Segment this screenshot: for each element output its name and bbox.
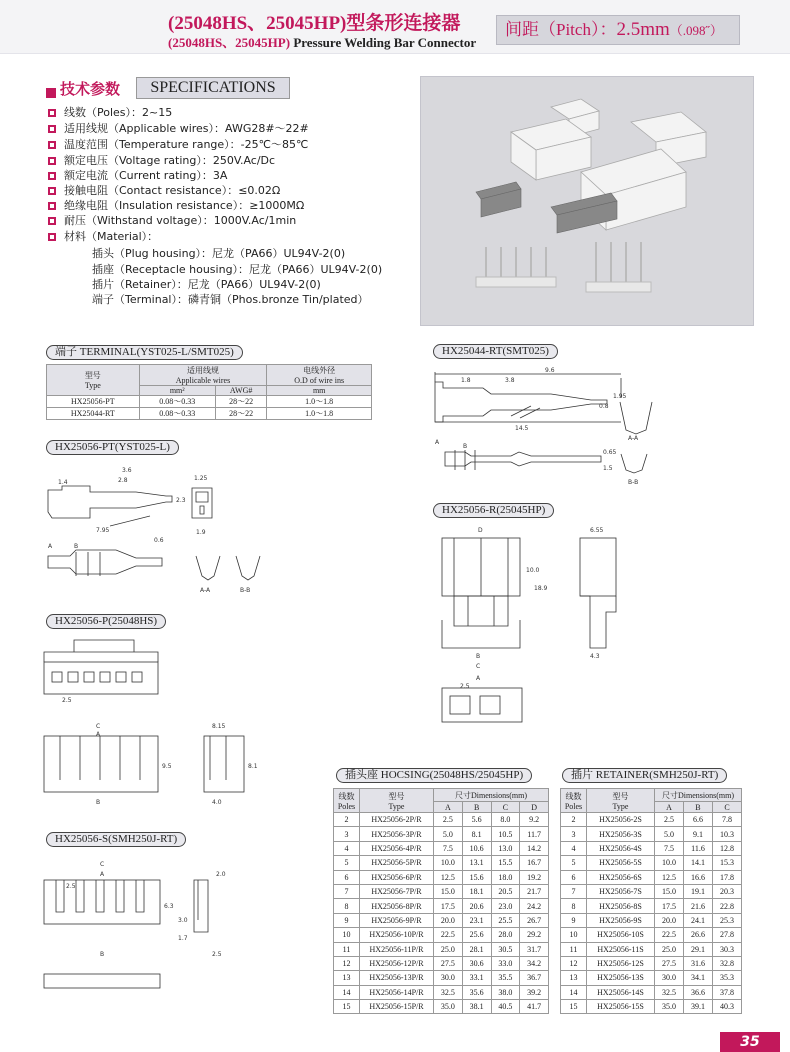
table-row xyxy=(334,985,549,999)
dim-label: B xyxy=(74,543,79,550)
dim-label: 1.8 xyxy=(461,377,471,384)
spec-item: 材料（Material）： xyxy=(48,228,158,244)
table-cell: 32.8 xyxy=(712,956,741,970)
table-row xyxy=(334,813,549,827)
table-cell: 13 xyxy=(561,971,587,985)
dim-label: B-B xyxy=(240,587,251,594)
table-row xyxy=(561,928,742,942)
table-row xyxy=(561,913,742,927)
table-cell: 24.2 xyxy=(520,899,549,913)
table-cell: 10.6 xyxy=(462,841,491,855)
spec-item: 温度范围（Temperature range）：-25℃～85℃ xyxy=(48,136,308,152)
table-row xyxy=(334,956,549,970)
table-cell: 11.6 xyxy=(683,841,712,855)
table-row xyxy=(334,870,549,884)
table-cell: 21.7 xyxy=(520,884,549,898)
table-cell: 15.0 xyxy=(655,884,684,898)
table-cell: 15.0 xyxy=(434,884,463,898)
table-cell: HX25056-15S xyxy=(587,1000,655,1014)
table-row xyxy=(561,856,742,870)
retainer-table-body xyxy=(561,813,742,1014)
table-cell: 18.0 xyxy=(491,870,520,884)
dim-label: 10.0 xyxy=(526,567,540,574)
table-cell: 16.7 xyxy=(520,856,549,870)
housing-table: 线数 Poles 型号 Type 尺寸Dimensions(mm) A B C D 2 HX25056-2P/R 2.5 5.6 8.0 9.2 3 HX25056-3P/R 5.0 8.1 10.5 11.7 4 HX25056-4P/R 7.5 10.6 13.0 14.2 5 HX25056-5P/R 10.0 13.1 15.5 16.7 6 HX25056-6P/R 12.5 15.6 18.0 19.2 7 HX25056-7P/R 15.0 18.1 20.5 21.7 8 HX25056-8P/R 17.5 20.6 23.0 24.2 9 HX25056-9P/R 20.0 23.1 25.5 26.7 10 HX25056-10P/R 22.5 25.6 28.0 29.2 11 HX25056-11P/R 25.0 28.1 30.5 31.7 12 HX25056-12P/R 27.5 30.6 33.0 34.2 13 HX25056-13P/R 30.0 33.1 35.5 36.7 14 HX25056-14P/R 32.5 35.6 38.0 39.2 15 HX25056-15P/R 35.0 38.1 40.5 41.7 xyxy=(333,788,549,1014)
dim-label: 8.15 xyxy=(212,723,226,730)
table-row xyxy=(334,856,549,870)
table-cell: HX25056-3S xyxy=(587,827,655,841)
table-cell: 27.5 xyxy=(655,956,684,970)
dim-label: 2.5 xyxy=(62,697,72,704)
table-cell: 35.5 xyxy=(491,971,520,985)
dim-label: 18.9 xyxy=(534,585,548,592)
material-item: 端子（Terminal）：磷青铜（Phos.bronze Tin/plated） xyxy=(92,293,369,306)
table-cell: 9.2 xyxy=(520,813,549,827)
table-cell: HX25056-13P/R xyxy=(360,971,434,985)
table-cell: 19.2 xyxy=(520,870,549,884)
table-cell: HX25056-15P/R xyxy=(360,1000,434,1014)
housing-section-title: 插头座 HOCSING(25048HS/25045HP) xyxy=(336,768,532,783)
table-cell: 3 xyxy=(334,827,360,841)
table-cell: 11.7 xyxy=(520,827,549,841)
dim-label: 2.5 xyxy=(66,883,76,890)
table-cell: HX25056-11P/R xyxy=(360,942,434,956)
table-cell: 13.0 xyxy=(491,841,520,855)
table-cell: 27.8 xyxy=(712,928,741,942)
rt-section-title: HX25044-RT(SMT025) xyxy=(433,344,558,359)
table-cell: 28.1 xyxy=(462,942,491,956)
dim-label: 1.95 xyxy=(613,393,627,400)
bullet-icon xyxy=(48,125,56,133)
table-cell: HX25056-14P/R xyxy=(360,985,434,999)
table-cell: 39.2 xyxy=(520,985,549,999)
table-cell: 13 xyxy=(334,971,360,985)
table-cell: 22.5 xyxy=(434,928,463,942)
s-drawing xyxy=(40,852,280,1002)
table-cell: 6.6 xyxy=(683,813,712,827)
dim-label: 3.8 xyxy=(505,377,515,384)
table-cell: 12.8 xyxy=(712,841,741,855)
table-cell: 33.1 xyxy=(462,971,491,985)
table-cell: 23.1 xyxy=(462,913,491,927)
dim-label: 2.0 xyxy=(216,871,226,878)
table-cell: 32.5 xyxy=(655,985,684,999)
spec-item: 线数（Poles）：2~15 xyxy=(48,104,172,120)
table-row xyxy=(334,841,549,855)
dim-label: 6.55 xyxy=(590,527,604,534)
dim-label: D xyxy=(478,527,483,534)
table-cell: 9.1 xyxy=(683,827,712,841)
table-cell: 25.5 xyxy=(491,913,520,927)
table-cell: 14 xyxy=(334,985,360,999)
table-cell: 20.0 xyxy=(434,913,463,927)
table-cell: 31.7 xyxy=(520,942,549,956)
table-cell: HX25056-13S xyxy=(587,971,655,985)
table-cell: HX25056-11S xyxy=(587,942,655,956)
table-cell: HX25056-7P/R xyxy=(360,884,434,898)
table-row xyxy=(334,942,549,956)
table-cell: 5.0 xyxy=(434,827,463,841)
table-row xyxy=(561,899,742,913)
table-cell: 5.6 xyxy=(462,813,491,827)
dim-label: B xyxy=(100,951,105,958)
table-cell: 37.8 xyxy=(712,985,741,999)
table-row xyxy=(561,827,742,841)
table-cell: 4 xyxy=(561,841,587,855)
table-cell: 24.1 xyxy=(683,913,712,927)
spec-item: 额定电压（Voltage rating）：250V.Ac/Dc xyxy=(48,152,275,168)
table-cell: 35.6 xyxy=(462,985,491,999)
table-row xyxy=(561,985,742,999)
table-cell: 8.1 xyxy=(462,827,491,841)
dim-label: C xyxy=(476,663,481,670)
pitch-box xyxy=(496,15,740,45)
table-cell: HX25056-3P/R xyxy=(360,827,434,841)
table-cell: 12.5 xyxy=(655,870,684,884)
table-cell: 15.3 xyxy=(712,856,741,870)
s-section-title: HX25056-S(SMH250J-RT) xyxy=(46,832,186,847)
table-cell: 21.6 xyxy=(683,899,712,913)
p-drawing xyxy=(40,632,280,812)
dim-label: 2.5 xyxy=(212,951,222,958)
spec-heading-cn: 技术参数 xyxy=(60,80,121,98)
product-illustration xyxy=(421,77,755,327)
table-cell: 17.8 xyxy=(712,870,741,884)
dim-label: 2.5 xyxy=(460,683,470,690)
table-cell: 25.0 xyxy=(655,942,684,956)
spec-item: 额定电流（Current rating）：3A xyxy=(48,167,227,183)
material-item: 插座（Receptacle housing）：尼龙（PA66）UL94V-2(0) xyxy=(92,263,383,276)
dim-label: A xyxy=(96,731,101,738)
table-cell: 38.0 xyxy=(491,985,520,999)
table-cell: 29.2 xyxy=(520,928,549,942)
table-cell: 6 xyxy=(334,870,360,884)
bullet-icon xyxy=(48,187,56,195)
page-number: 35 xyxy=(720,1032,780,1052)
dim-label: 9.6 xyxy=(545,367,555,374)
spec-item: 绝缘电阻（Insulation resistance）：≥1000MΩ xyxy=(48,197,304,213)
table-cell: 26.7 xyxy=(520,913,549,927)
terminal-table: 型号 Type 适用线规 Applicable wires 电线外径 O.D of wire ins mm² AWG# mm HX25056-PT 0.08～0.33 28～22 1.0～1.8 HX25044-RT 0.08～0.33 28～22 1.0～1.8 xyxy=(46,364,372,420)
bullet-icon xyxy=(48,109,56,117)
table-cell: 15.5 xyxy=(491,856,520,870)
rt-drawing xyxy=(425,362,665,497)
retainer-section-title: 插片 RETAINER(SMH250J-RT) xyxy=(562,768,727,783)
table-cell: HX25056-8S xyxy=(587,899,655,913)
table-cell: 12 xyxy=(334,956,360,970)
pitch-inch: （.098˝） xyxy=(669,23,723,38)
table-cell: HX25056-8P/R xyxy=(360,899,434,913)
table-cell: 2.5 xyxy=(655,813,684,827)
table-cell: HX25056-4P/R xyxy=(360,841,434,855)
table-cell: 22.5 xyxy=(655,928,684,942)
table-cell: 7 xyxy=(334,884,360,898)
dim-label: 9.5 xyxy=(162,763,172,770)
table-cell: HX25056-2P/R xyxy=(360,813,434,827)
dim-label: 4.0 xyxy=(212,799,222,806)
table-cell: 10.5 xyxy=(491,827,520,841)
table-cell: 5 xyxy=(561,856,587,870)
material-item: 插头（Plug housing）：尼龙（PA66）UL94V-2(0) xyxy=(92,247,346,260)
bullet-icon xyxy=(48,202,56,210)
table-cell: 30.5 xyxy=(491,942,520,956)
table-cell: 20.6 xyxy=(462,899,491,913)
table-row xyxy=(334,884,549,898)
table-cell: HX25056-9P/R xyxy=(360,913,434,927)
table-cell: 20.0 xyxy=(655,913,684,927)
page-title: (25048HS、25045HP)型条形连接器 xyxy=(168,13,461,34)
table-cell: 8 xyxy=(334,899,360,913)
housing-table-body xyxy=(334,813,549,1014)
dim-label: 3.6 xyxy=(122,467,132,474)
table-cell: HX25056-10P/R xyxy=(360,928,434,942)
table-cell: 40.3 xyxy=(712,1000,741,1014)
table-cell: 26.6 xyxy=(683,928,712,942)
retainer-table: 线数 Poles 型号 Type 尺寸Dimensions(mm) A B C 2 HX25056-2S 2.5 6.6 7.8 3 HX25056-3S 5.0 9.1 10.3 4 HX25056-4S 7.5 11.6 12.8 5 HX25056-5S 10.0 14.1 15.3 6 HX25056-6S 12.5 16.6 17.8 7 HX25056-7S 15.0 19.1 20.3 8 HX25056-8S 17.5 21.6 22.8 9 HX25056-9S 20.0 24.1 25.3 10 HX25056-10S 22.5 26.6 27.8 11 HX25056-11S 25.0 29.1 30.3 12 HX25056-12S 27.5 31.6 32.8 13 HX25056-13S 30.0 34.1 35.3 14 HX25056-14S 32.5 36.6 37.8 15 HX25056-15S 35.0 39.1 40.3 xyxy=(560,788,742,1014)
table-cell: 23.0 xyxy=(491,899,520,913)
table-cell: 8.0 xyxy=(491,813,520,827)
table-cell: 9 xyxy=(334,913,360,927)
table-row xyxy=(561,884,742,898)
subtitle-text: Pressure Welding Bar Connector xyxy=(293,35,477,50)
table-row xyxy=(561,813,742,827)
table-cell: 39.1 xyxy=(683,1000,712,1014)
table-row xyxy=(334,928,549,942)
table-cell: 20.3 xyxy=(712,884,741,898)
dim-label: 1.4 xyxy=(58,479,68,486)
dim-label: C xyxy=(100,861,105,868)
dim-label: A xyxy=(100,871,105,878)
table-cell: 9 xyxy=(561,913,587,927)
table-row xyxy=(334,971,549,985)
dim-label: 0.6 xyxy=(154,537,164,544)
table-cell: HX25056-7S xyxy=(587,884,655,898)
table-row: HX25056-PT 0.08～0.33 28～22 1.0～1.8 xyxy=(47,396,372,408)
table-cell: 28.0 xyxy=(491,928,520,942)
dim-label: A-A xyxy=(628,435,639,442)
table-cell: 14 xyxy=(561,985,587,999)
table-cell: 14.2 xyxy=(520,841,549,855)
spec-item: 适用线规（Applicable wires）：AWG28#～22# xyxy=(48,120,309,136)
table-cell: 25.6 xyxy=(462,928,491,942)
table-cell: 22.8 xyxy=(712,899,741,913)
table-cell: 6 xyxy=(561,870,587,884)
table-row xyxy=(561,956,742,970)
table-cell: HX25056-6P/R xyxy=(360,870,434,884)
table-cell: 17.5 xyxy=(434,899,463,913)
dim-label: 2.3 xyxy=(176,497,186,504)
table-cell: 11 xyxy=(334,942,360,956)
subtitle-codes: (25048HS、25045HP) xyxy=(168,35,291,50)
table-cell: 34.2 xyxy=(520,956,549,970)
table-cell: 12.5 xyxy=(434,870,463,884)
table-cell: 20.5 xyxy=(491,884,520,898)
table-cell: 2 xyxy=(334,813,360,827)
table-row: HX25044-RT 0.08～0.33 28～22 1.0～1.8 xyxy=(47,408,372,420)
dim-label: 1.7 xyxy=(178,935,188,942)
table-cell: 10 xyxy=(561,928,587,942)
table-cell: 35.0 xyxy=(655,1000,684,1014)
bullet-icon xyxy=(48,141,56,149)
table-cell: 15 xyxy=(561,1000,587,1014)
table-cell: HX25056-4S xyxy=(587,841,655,855)
table-row xyxy=(561,841,742,855)
table-row xyxy=(334,913,549,927)
table-cell: 30.0 xyxy=(655,971,684,985)
table-cell: 4 xyxy=(334,841,360,855)
table-cell: 36.6 xyxy=(683,985,712,999)
table-cell: HX25056-9S xyxy=(587,913,655,927)
pitch-value: 2.5mm xyxy=(616,19,670,40)
table-cell: 40.5 xyxy=(491,1000,520,1014)
table-cell: 30.0 xyxy=(434,971,463,985)
table-cell: 7.5 xyxy=(655,841,684,855)
spec-item: 耐压（Withstand voltage）：1000V.Ac/1min xyxy=(48,212,296,228)
dim-label: C xyxy=(96,723,101,730)
table-cell: 7 xyxy=(561,884,587,898)
pt-drawing xyxy=(40,458,280,598)
pitch-label: 间距（Pitch）： xyxy=(505,20,617,39)
bullet-icon xyxy=(48,157,56,165)
table-cell: 30.6 xyxy=(462,956,491,970)
table-cell: 11 xyxy=(561,942,587,956)
table-row xyxy=(334,827,549,841)
table-row xyxy=(334,899,549,913)
table-cell: 12 xyxy=(561,956,587,970)
product-photo xyxy=(420,76,754,326)
table-cell: HX25056-12P/R xyxy=(360,956,434,970)
dim-label: 7.95 xyxy=(96,527,110,534)
dim-label: 0.65 xyxy=(603,449,617,456)
dim-label: B xyxy=(476,653,481,660)
table-cell: 3 xyxy=(561,827,587,841)
table-cell: 31.6 xyxy=(683,956,712,970)
table-cell: 15.6 xyxy=(462,870,491,884)
table-cell: 30.3 xyxy=(712,942,741,956)
table-cell: HX25056-10S xyxy=(587,928,655,942)
table-cell: HX25056-2S xyxy=(587,813,655,827)
table-cell: HX25056-6S xyxy=(587,870,655,884)
dim-label: B-B xyxy=(628,479,639,486)
table-cell: 10.0 xyxy=(434,856,463,870)
dim-label: A xyxy=(435,439,440,446)
dim-label: 14.5 xyxy=(515,425,529,432)
table-row xyxy=(334,1000,549,1014)
dim-label: 4.3 xyxy=(590,653,600,660)
spec-heading-en: SPECIFICATIONS xyxy=(136,77,290,99)
table-cell: 5 xyxy=(334,856,360,870)
dim-label: A xyxy=(48,543,53,550)
table-cell: 8 xyxy=(561,899,587,913)
table-cell: 34.1 xyxy=(683,971,712,985)
table-cell: HX25056-5P/R xyxy=(360,856,434,870)
dim-label: B xyxy=(463,443,468,450)
dim-label: 1.9 xyxy=(196,529,206,536)
r-drawing xyxy=(430,520,630,730)
table-cell: HX25056-14S xyxy=(587,985,655,999)
table-cell: 15 xyxy=(334,1000,360,1014)
table-cell: HX25056-5S xyxy=(587,856,655,870)
table-cell: 25.3 xyxy=(712,913,741,927)
table-cell: 19.1 xyxy=(683,884,712,898)
pt-section-title: HX25056-PT(YST025-L) xyxy=(46,440,179,455)
dim-label: A-A xyxy=(200,587,211,594)
table-cell: 17.5 xyxy=(655,899,684,913)
spec-item: 接触电阻（Contact resistance）：≤0.02Ω xyxy=(48,182,280,198)
table-cell: 35.3 xyxy=(712,971,741,985)
dim-label: 8.1 xyxy=(248,763,258,770)
table-cell: 27.5 xyxy=(434,956,463,970)
table-row xyxy=(561,942,742,956)
dim-label: 3.0 xyxy=(178,917,188,924)
spec-heading-icon xyxy=(46,82,60,101)
dim-label: B xyxy=(96,799,101,806)
table-cell: 7.5 xyxy=(434,841,463,855)
table-cell: 32.5 xyxy=(434,985,463,999)
table-cell: 5.0 xyxy=(655,827,684,841)
dim-label: 1.5 xyxy=(603,465,613,472)
table-cell: 36.7 xyxy=(520,971,549,985)
r-section-title: HX25056-R(25045HP) xyxy=(433,503,554,518)
table-cell: 13.1 xyxy=(462,856,491,870)
dim-label: 1.25 xyxy=(194,475,208,482)
dim-label: 0.8 xyxy=(599,403,609,410)
bullet-icon xyxy=(48,233,56,241)
table-cell: 33.0 xyxy=(491,956,520,970)
bullet-icon xyxy=(48,172,56,180)
table-cell: 18.1 xyxy=(462,884,491,898)
bullet-icon xyxy=(48,217,56,225)
dim-label: A xyxy=(476,675,481,682)
material-item: 插片（Retainer）：尼龙（PA66）UL94V-2(0) xyxy=(92,278,321,291)
dim-label: 6.3 xyxy=(164,903,174,910)
table-cell: 14.1 xyxy=(683,856,712,870)
table-cell: 29.1 xyxy=(683,942,712,956)
table-cell: 41.7 xyxy=(520,1000,549,1014)
table-cell: 38.1 xyxy=(462,1000,491,1014)
table-row xyxy=(561,971,742,985)
table-cell: 10 xyxy=(334,928,360,942)
terminal-section-title: 端子 TERMINAL(YST025-L/SMT025) xyxy=(46,345,243,360)
table-cell: 16.6 xyxy=(683,870,712,884)
table-cell: 10.3 xyxy=(712,827,741,841)
table-cell: 2.5 xyxy=(434,813,463,827)
table-cell: 25.0 xyxy=(434,942,463,956)
table-row xyxy=(561,870,742,884)
table-row xyxy=(561,1000,742,1014)
table-cell: 2 xyxy=(561,813,587,827)
table-cell: 7.8 xyxy=(712,813,741,827)
dim-label: 2.8 xyxy=(118,477,128,484)
table-cell: 35.0 xyxy=(434,1000,463,1014)
p-section-title: HX25056-P(25048HS) xyxy=(46,614,166,629)
page-subtitle xyxy=(168,32,476,51)
table-cell: 10.0 xyxy=(655,856,684,870)
table-cell: HX25056-12S xyxy=(587,956,655,970)
